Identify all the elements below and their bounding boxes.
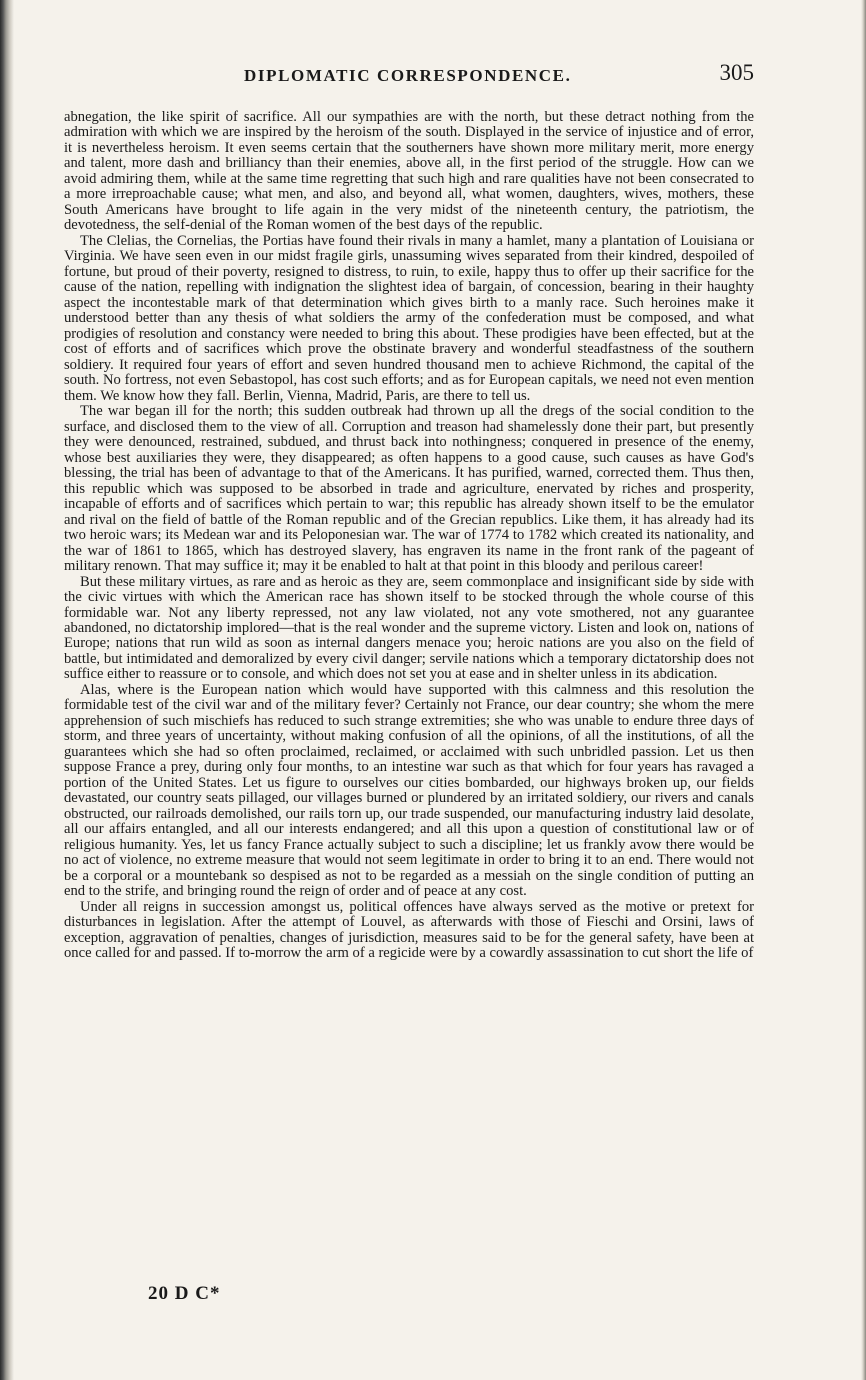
running-head [64, 60, 754, 94]
paragraph: The Clelias, the Cornelias, the Portias have found their rivals in many a hamlet, many a plantation of Louisiana or Virginia. We have seen even in our midst fragile girls, unassuming wives separated from their kindred, despoiled of fortune, but proud of their poverty, resigned to distress, to ruin, to exile, happy thus to offer up their sacrifice for the cause of the nation, repelling with indignation the slightest idea of bargain, of concession, bearing in their haughty aspect the incontestable mark of that determination which gives birth to a manly race. Such heroines make it understood better than any thesis of what soldiers the army of the confederation must be composed, and what prodigies of resolution and constancy were needed to bring this about. These prodigies have been effected, but at the cost of efforts and of sacrifices which prove the obstinate bravery and wonderful steadfastness of the southern soldiery. It required four years of effort and seven hundred thousand men to achieve Richmond, the capital of the south. No fortress, not even Sebastopol, has cost such efforts; and as for European capitals, we need not even mention them. We know how they fall. Berlin, Vienna, Madrid, Paris, are there to tell us. [64, 232, 754, 404]
paragraph: abnegation, the like spirit of sacrifice. All our sympathies are with the north, but these detract nothing from the admiration with which we are inspired by the heroism of the south. Displayed in the service of injustice and of error, it is nevertheless heroism. It even seems certain that the southerners have shown more military merit, more energy and talent, more dash and brilliancy than their enemies, above all, in the first period of the struggle. How can we avoid admiring them, while at the same time regretting that such high and rare qualities have not been consecrated to a more irreproachable cause; what men, and also, and beyond all, what women, daughters, wives, mothers, these South Americans have brought to life again in the very midst of the nineteenth century, the patriotism, the devotedness, the self-denial of the Roman women of the best days of the republic. [64, 109, 754, 234]
binding-edge [0, 0, 14, 1380]
page-edge-right [861, 0, 866, 1380]
paragraph: Under all reigns in succession amongst us, political offences have always served as the motive or pretext for disturbances in legislation. After the attempt of Louvel, as afterwards with those of Fieschi and Orsini, laws of exception, aggravation of penalties, changes of jurisdiction, measures said to be for the general safety, have been at once called for and passed. If to-morrow the arm of a regicide were by a cowardly assassination to cut short the life of [64, 898, 754, 962]
running-title: DIPLOMATIC CORRESPONDENCE. [244, 66, 572, 85]
paragraph: Alas, where is the European nation which would have supported with this calmness and this resolution the formidable test of the civil war and of the military fever? Certainly not France, our dear country; she whom the mere apprehension of such mischiefs has reduced to such strange extremities; she who was unable to endure three days of storm, and three years of uncertainty, without making confusion of all the opinions, of all the institutions, of all the guarantees which she had so often proclaimed, reclaimed, or acclaimed with such unbridled passion. Let us then suppose France a prey, during only four months, to an intestine war such as that which for four years has ravaged a portion of the United States. Let us figure to ourselves our cities bombarded, our highways broken up, our fields devastated, our country seats pillaged, our villages burned or plundered by an irritated soldiery, our rivers and canals obstructed, our railroads demolished, our rails torn up, our trade suspended, our manufacturing industry laid desolate, all our affairs entangled, and all our interests endangered; and all this upon a question of constitutional law or of religious humanity. Yes, let us fancy France actually subject to such a discipline; let us frankly avow there would be no act of violence, no extreme measure that would not seem legitimate in order to bring it to an end. There would not be a corporal or a mountebank so despised as not to be regarded as a messiah on the single condition of putting an end to the strife, and bringing round the reign of order and of peace at any cost. [64, 681, 754, 900]
body-text [64, 110, 754, 962]
page-number: 305 [719, 60, 754, 85]
signature-mark: 20 D C* [148, 1283, 221, 1304]
paragraph: But these military virtues, as rare and as heroic as they are, seem commonplace and insignificant side by side with the civic virtues with which the American race has shown itself to be stocked through the whole course of this formidable war. Not any liberty repressed, not any law violated, not any vote smothered, not any guarantee abandoned, no dictatorship implored—that is the real wonder and the supreme victory. Listen and look on, nations of Europe; nations that run wild as soon as internal dangers menace you; heroic nations are you also on the field of battle, but intimidated and demoralized by every civil danger; servile nations which a temporary dictatorship does not suffice either to reassure or to console, and which does not set you at ease and in shelter unless in its abdication. [64, 573, 754, 683]
paragraph: The war began ill for the north; this sudden outbreak had thrown up all the dregs of the social condition to the surface, and disclosed them to the view of all. Corruption and treason had shamelessly done their part, but presently they were denounced, restrained, subdued, and thrust back into nothingness; conquered in presence of the enemy, whose best auxiliaries they were, they disappeared; as often happens to a good cause, such causes as have God's blessing, the trial has been of advantage to that of the Americans. It has purified, warned, corrected them. Thus then, this republic which was supposed to be absorbed in trade and agriculture, enervated by riches and prosperity, incapable of efforts and of sacrifices which pertain to war; this republic has already shown itself to be the emulator and rival on the field of battle of the Roman republic and of the Grecian republics. Like them, it has already had its two heroic wars; its Medean war and its Peloponesian war. The war of 1774 to 1782 which created its nationality, and the war of 1861 to 1865, which has destroyed slavery, has engraven its name in the front rank of the pageant of military renown. That may suffice it; may it be enabled to halt at that point in this bloody and perilous career! [64, 403, 754, 575]
